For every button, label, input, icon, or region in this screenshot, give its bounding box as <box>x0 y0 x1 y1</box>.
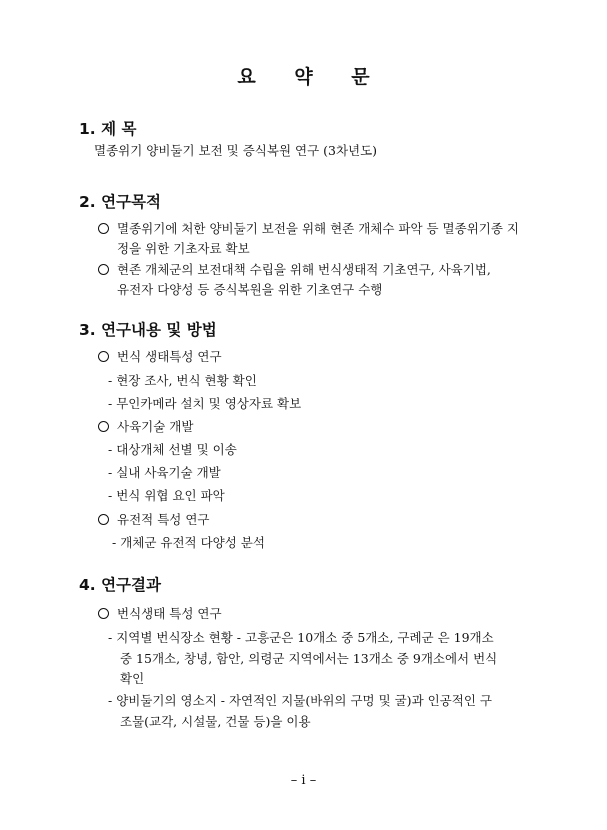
purpose-item-1-line2: 정을 위한 기초자료 확보 <box>117 241 250 256</box>
title-char-1: 요 <box>237 66 256 88</box>
section-4-heading: 4. 연구결과 <box>79 576 161 594</box>
method-group-2-title: 사육기술 개발 <box>117 419 194 434</box>
result-item-2-line1: - 양비둘기의 영소지 - 자연적인 지물(바위의 구멍 및 굴)과 인공적인 구 <box>108 693 492 708</box>
page-number: – i – <box>290 773 317 788</box>
method-group-1-title: 번식 생태특성 연구 <box>117 349 222 364</box>
page-title <box>0 62 607 89</box>
bullet-circle-icon <box>98 421 109 432</box>
section-3-heading: 3. 연구내용 및 방법 <box>79 321 217 339</box>
method-group-1 <box>98 346 222 368</box>
title-char-3: 문 <box>351 66 370 88</box>
purpose-item-1-line1: 멸종위기에 처한 양비둘기 보전을 위해 현존 개체수 파악 등 멸종위기종 지 <box>117 221 519 236</box>
purpose-item-2-line1: 현존 개체군의 보전대책 수립을 위해 번식생태적 기초연구, 사육기법, <box>117 262 491 277</box>
method-group-3-title: 유전적 특성 연구 <box>117 512 210 527</box>
bullet-circle-icon <box>98 264 109 275</box>
method-group-3 <box>98 509 209 531</box>
bullet-circle-icon <box>98 351 109 362</box>
purpose-item-1 <box>98 218 519 240</box>
purpose-item-2 <box>98 259 491 281</box>
section-2-heading: 2. 연구목적 <box>79 193 161 211</box>
purpose-item-2-line2: 유전자 다양성 등 증식복원을 위한 기초연구 수행 <box>117 282 383 297</box>
result-group-1-title: 번식생태 특성 연구 <box>117 606 222 621</box>
section-1-text: 멸종위기 양비둘기 보전 및 증식복원 연구 (3차년도) <box>94 143 378 158</box>
method-group-2 <box>98 416 193 438</box>
method-sub-item: - 개체군 유전적 다양성 분석 <box>112 535 265 550</box>
result-item-1-line3: 확인 <box>120 671 145 686</box>
title-char-2: 약 <box>294 66 313 88</box>
result-item-1-line2: 중 15개소, 창녕, 함안, 의령군 지역에서는 13개소 중 9개소에서 번식 <box>120 651 498 666</box>
bullet-circle-icon <box>98 223 109 234</box>
section-1-heading: 1. 제 목 <box>79 120 137 138</box>
method-sub-item: - 대상개체 선별 및 이송 <box>108 442 237 457</box>
method-sub-item: - 번식 위협 요인 파악 <box>108 488 225 503</box>
bullet-circle-icon <box>98 514 109 525</box>
method-sub-item: - 무인카메라 설치 및 영상자료 확보 <box>108 396 302 411</box>
method-sub-item: - 현장 조사, 번식 현황 확인 <box>108 373 257 388</box>
bullet-circle-icon <box>98 608 109 619</box>
method-sub-item: - 실내 사육기술 개발 <box>108 465 221 480</box>
result-item-1-line1: - 지역별 번식장소 현황 - 고흥군은 10개소 중 5개소, 구례군 은 19개소 <box>108 630 494 645</box>
result-group-1 <box>98 603 222 625</box>
result-item-2-line2: 조물(교각, 시설물, 건물 등)을 이용 <box>120 714 311 729</box>
